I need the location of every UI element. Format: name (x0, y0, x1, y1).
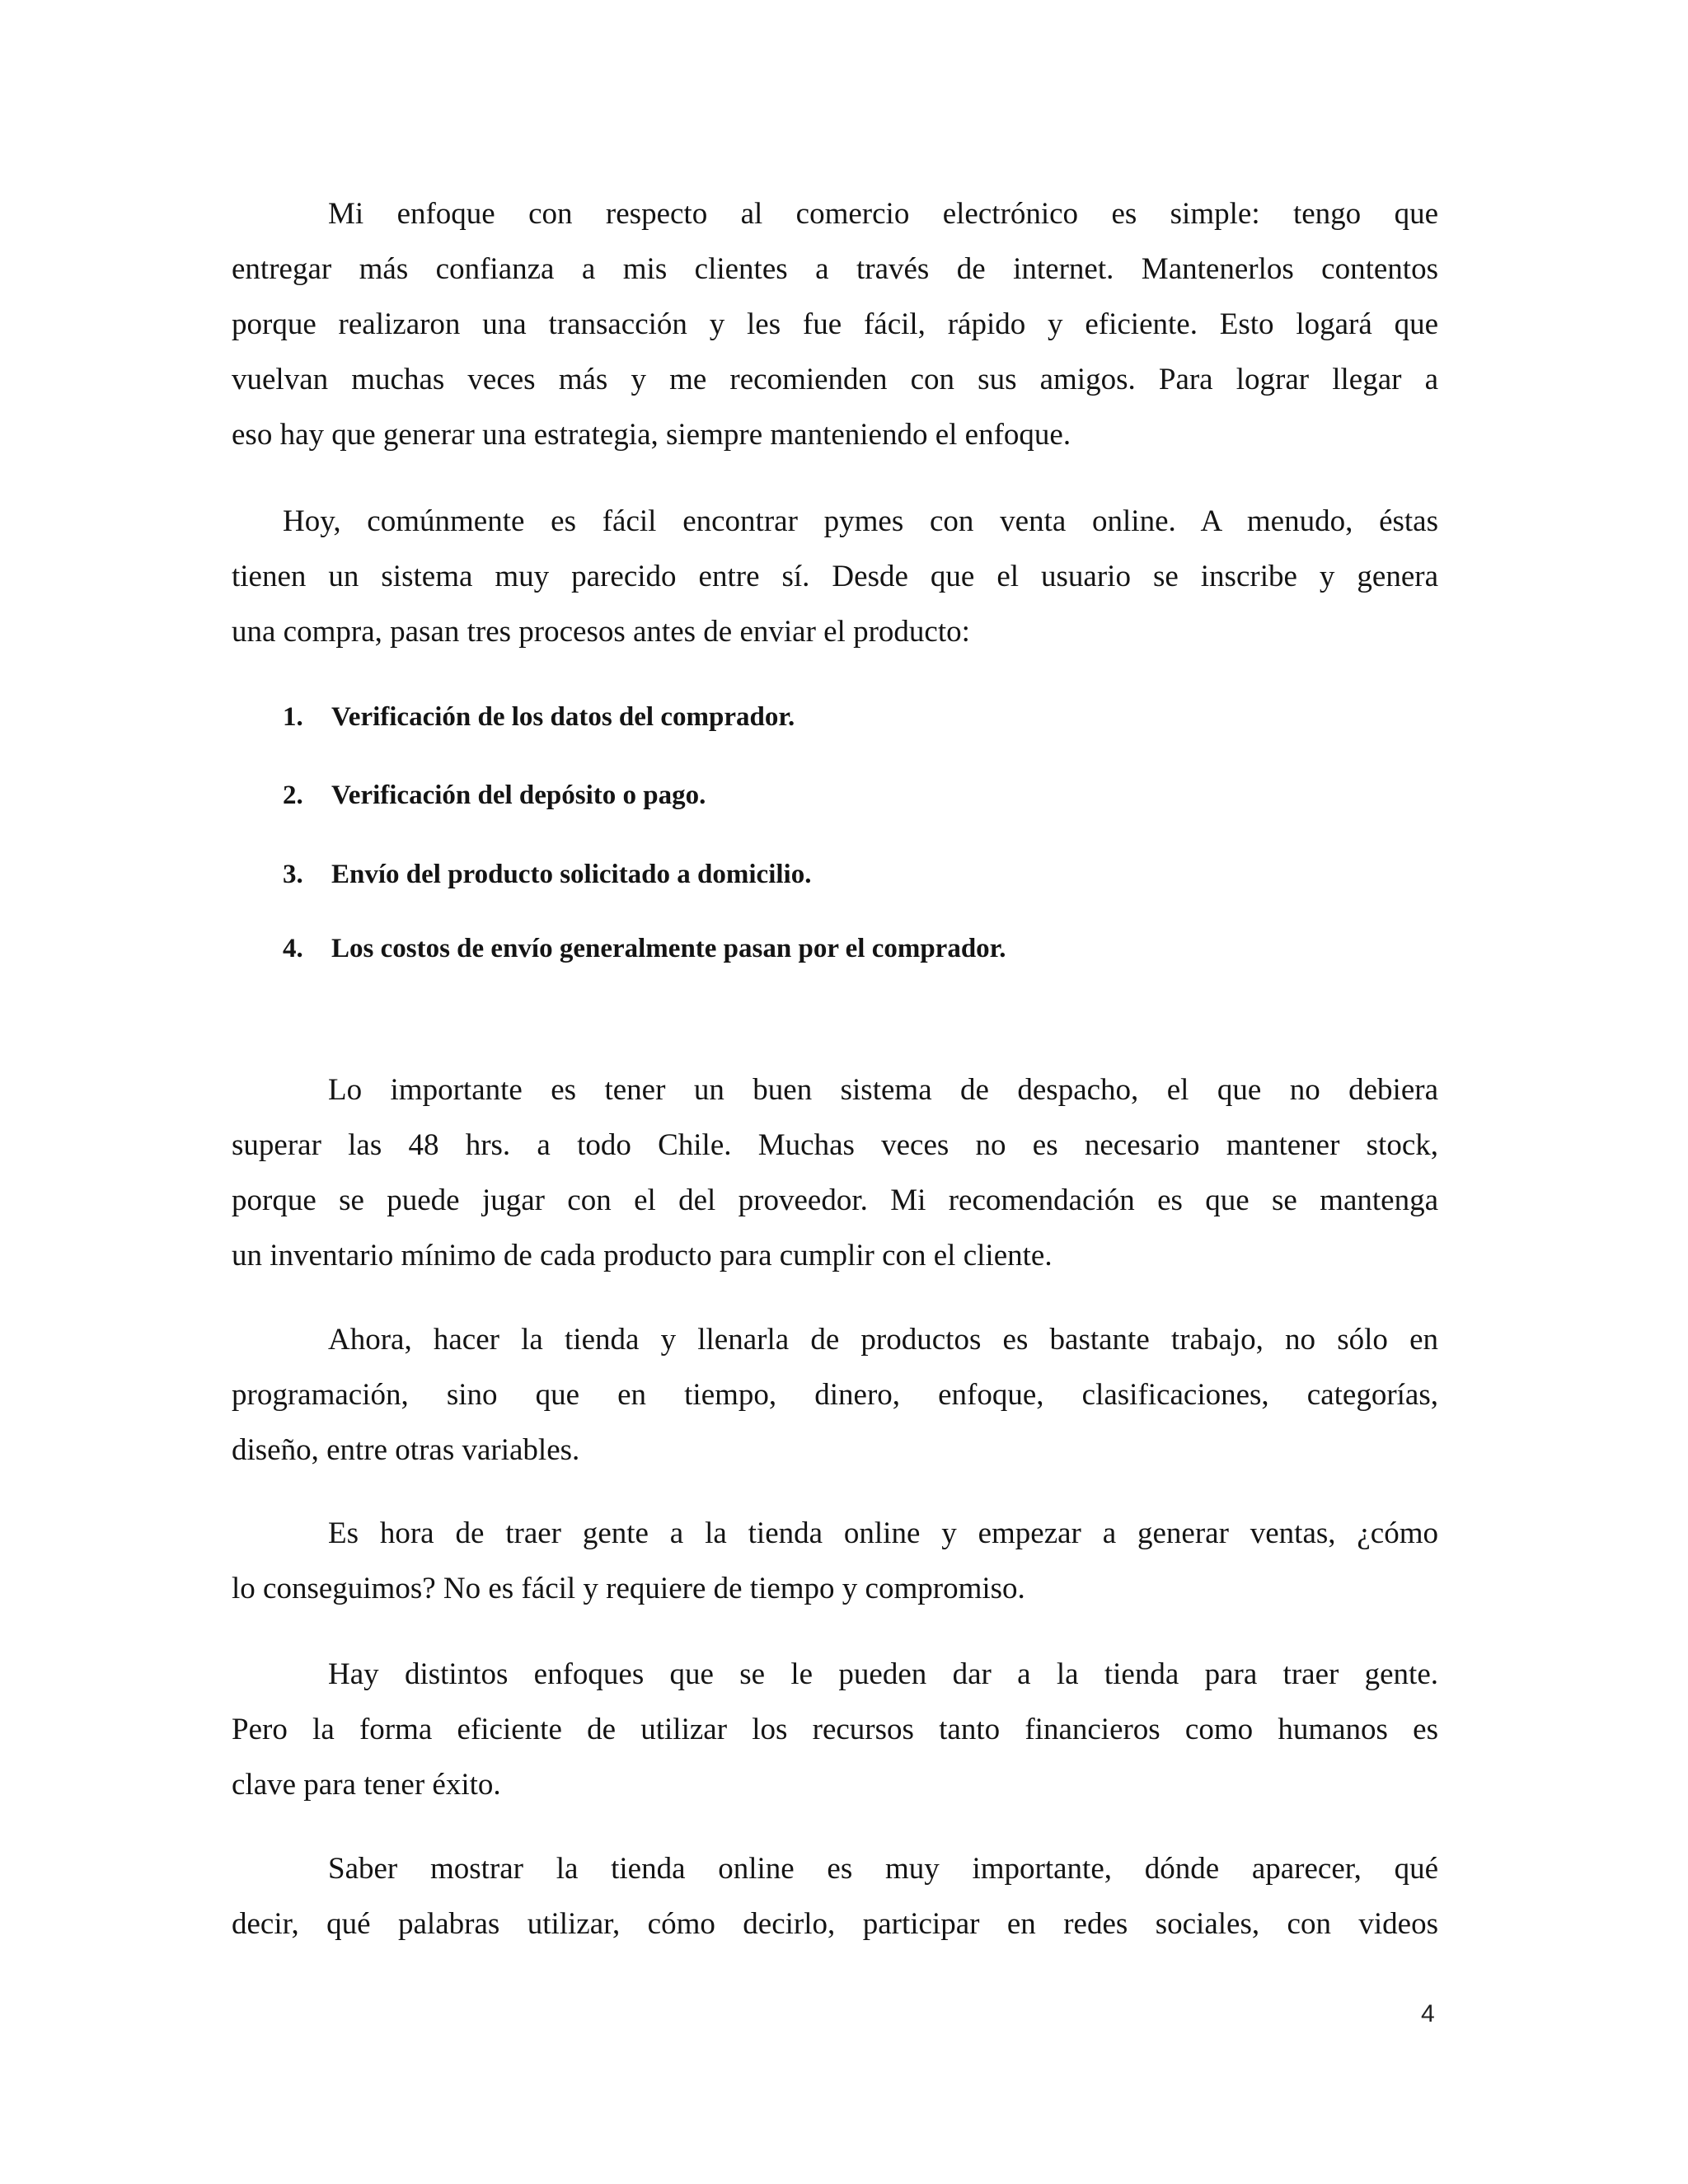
paragraph-line: Pero la forma eficiente de utilizar los recursos tanto financieros como humanos es (232, 1713, 1438, 1746)
paragraph-line: entregar más confianza a mis clientes a través de internet. Mantenerlos contentos (232, 252, 1438, 286)
paragraph-line: porque se puede jugar con el del proveedor. Mi recomendación es que se mantenga (232, 1183, 1438, 1217)
paragraph-line: Hay distintos enfoques que se le pueden dar a la tienda para traer gente. (328, 1657, 1438, 1691)
paragraph-line: tienen un sistema muy parecido entre sí. Desde que el usuario se inscribe y genera (232, 560, 1438, 593)
paragraph-line: Es hora de traer gente a la tienda online y empezar a generar ventas, ¿cómo (328, 1516, 1438, 1550)
paragraph-line: lo conseguimos? No es fácil y requiere de tiempo y compromiso. (232, 1572, 1025, 1605)
paragraph (232, 1062, 1438, 1283)
paragraph-line: programación, sino que en tiempo, dinero, enfoque, clasificaciones, categorías, (232, 1378, 1438, 1412)
paragraph-line: vuelvan muchas veces más y me recomienden con sus amigos. Para lograr llegar a (232, 363, 1438, 396)
list-item-number: 2. (283, 780, 303, 810)
paragraph-line: Mi enfoque con respecto al comercio electrónico es simple: tengo que (328, 197, 1438, 231)
paragraph (232, 1647, 1438, 1812)
list-item-text: Los costos de envío generalmente pasan por el comprador. (331, 934, 1006, 963)
list-item-number: 3. (283, 860, 303, 889)
list-item (283, 932, 1438, 965)
paragraph-line: diseño, entre otras variables. (232, 1433, 580, 1467)
paragraph-line: Ahora, hacer la tienda y llenarla de productos es bastante trabajo, no sólo en (328, 1323, 1438, 1357)
paragraph (232, 1312, 1438, 1478)
paragraph-line: decir, qué palabras utilizar, cómo decirlo, participar en redes sociales, con videos (232, 1907, 1438, 1941)
list-item-number: 4. (283, 934, 303, 963)
paragraph-line: superar las 48 hrs. a todo Chile. Muchas veces no es necesario mantener stock, (232, 1128, 1438, 1162)
paragraph-line: Lo importante es tener un buen sistema de despacho, el que no debiera (328, 1073, 1438, 1107)
paragraph-line: Saber mostrar la tienda online es muy importante, dónde aparecer, qué (328, 1852, 1438, 1886)
list-item (283, 858, 1438, 891)
paragraph (232, 186, 1438, 462)
paragraph (232, 1506, 1438, 1616)
paragraph-line: un inventario mínimo de cada producto para cumplir con el cliente. (232, 1239, 1053, 1272)
list-item-text: Envío del producto solicitado a domicilio. (331, 860, 812, 889)
list-item (283, 701, 1438, 733)
paragraph-line: Hoy, comúnmente es fácil encontrar pymes con venta online. A menudo, éstas (283, 504, 1438, 538)
paragraph (232, 494, 1438, 659)
paragraph-line: clave para tener éxito. (232, 1768, 501, 1802)
paragraph-line: eso hay que generar una estrategia, siempre manteniendo el enfoque. (232, 418, 1071, 452)
page-number: 4 (1421, 2000, 1435, 2027)
paragraph (232, 1841, 1438, 1952)
list-item-number: 1. (283, 702, 303, 732)
list-item-text: Verificación del depósito o pago. (331, 780, 706, 810)
list-item-text: Verificación de los datos del comprador. (331, 702, 795, 732)
paragraph-line: una compra, pasan tres procesos antes de enviar el producto: (232, 615, 970, 649)
list-item (283, 779, 1438, 812)
paragraph-line: porque realizaron una transacción y les fue fácil, rápido y eficiente. Esto logará que (232, 307, 1438, 341)
